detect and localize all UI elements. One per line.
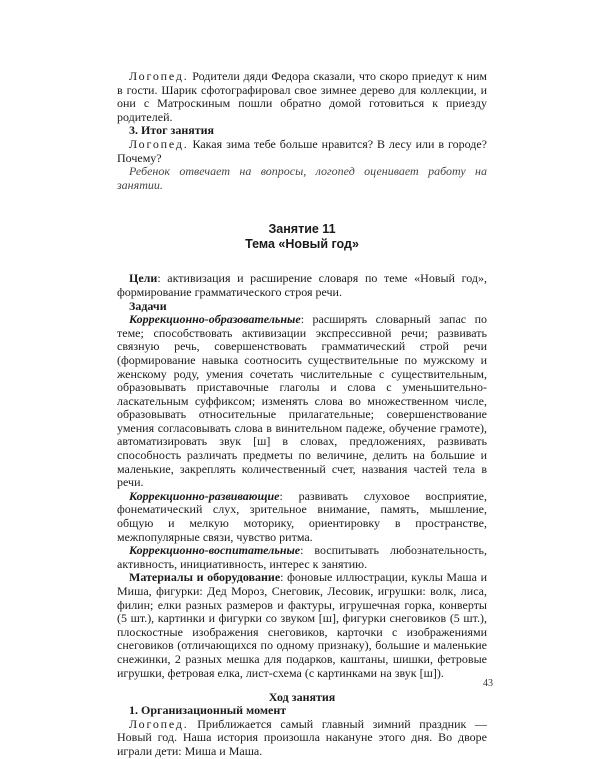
tasks-heading: Задачи	[129, 298, 167, 313]
speaker-label: Логопед.	[129, 69, 189, 83]
corr-vos-label: Коррекционно-воспитательные	[129, 543, 301, 558]
corr-vos-paragraph: Коррекционно-воспитательные: воспитывать любознательность, активность, инициативность, интерес к занятию.	[117, 543, 487, 571]
materials-paragraph: Материалы и оборудование: фоновые иллюстрации, куклы Маша и Миша, фигурки: Дед Мороз, Снеговик, Лесовик, игрушки: волк, лиса, филин; елки разных размеров и фактуры, игрушечная горка, конверты (5 шт.), картинки и фигурки со звуком [ш], фигурки снеговиков (5 шт.), плоскостные изображения снеговиков, карточки с изображениями снеговиков (отличающихся по одному признаку), большие и маленькие снежинки, 2 разных мешка для подарков, каштаны, шишки, фетровые игрушки, фетровая елка, лист-схема (с картинками на звук [ш]).	[117, 570, 487, 680]
course-paragraph: Логопед. Приближается самый главный зимний праздник — Новый год. Наша история произошла накануне этого дня. Во дворе играли дети: Миша и Маша.	[117, 716, 487, 758]
speaker-label: Логопед.	[129, 136, 189, 151]
corr-edu-label: Коррекционно-образовательные	[129, 312, 301, 327]
section-title-summary: 3. Итог занятия	[129, 123, 215, 138]
page-content	[117, 0, 487, 759]
intro-paragraph-3: Ребенок отвечает на вопросы, логопед оценивает работу на занятии.	[117, 164, 487, 192]
intro-paragraph-2: Логопед. Какая зима тебе больше нравится? В лесу или в городе? Почему?	[117, 136, 487, 165]
goals-paragraph: Цели: активизация и расширение словаря по теме «Новый год», формирование грамматического строя речи.	[117, 271, 487, 299]
lesson-title: Занятие 11	[268, 222, 336, 237]
goals-label: Цели	[129, 271, 158, 286]
intro-paragraph-1: Логопед. Родители дяди Федора сказали, что скоро приедут к ним в гости. Шарик сфотографировал свое зимнее дерево для коллекции, и они с Матроскиным пошли обратно домой готовиться к приезду родителей.	[117, 69, 487, 124]
course-title: Ход занятия	[268, 690, 336, 705]
section-title-org: 1. Организационный момент	[129, 703, 287, 718]
corr-dev-label: Коррекционно-развивающие	[129, 488, 280, 503]
corr-dev-paragraph: Коррекционно-развивающие: развивать слуховое восприятие, фонематический слух, зрительное внимание, память, мышление, общую и мелкую моторику, ориентировку в пространстве, межпопулярные связи, чувство ритма.	[117, 488, 487, 544]
speaker-label: Логопед.	[129, 716, 189, 731]
lesson-theme: Тема «Новый год»	[245, 237, 359, 252]
materials-label: Материалы и оборудование	[129, 570, 281, 585]
page-number: 43	[483, 678, 493, 689]
corr-edu-paragraph: Коррекционно-образовательные: расширять словарный запас по теме; способствовать активизации экспрессивной речи; развивать связную речь, совершенствовать грамматический строй речи (формирование навыка соотносить существительные по мужскому и женскому роду, умения сочетать числительные с существительным, образовывать приставочные глаголы и слова с уменьшительно-ласкательным суффиксом; изменять слова во множественном числе, образовывать относительные прилагательные; совершенствование умения согласовывать слова в винительном падеже, обучение грамоте), автоматизировать звук [ш] в словах, предложениях, развивать способность различать предметы по величине, делить на большие и маленькие, закреплять количественный счет, названия частей тела в речи.	[117, 312, 487, 490]
